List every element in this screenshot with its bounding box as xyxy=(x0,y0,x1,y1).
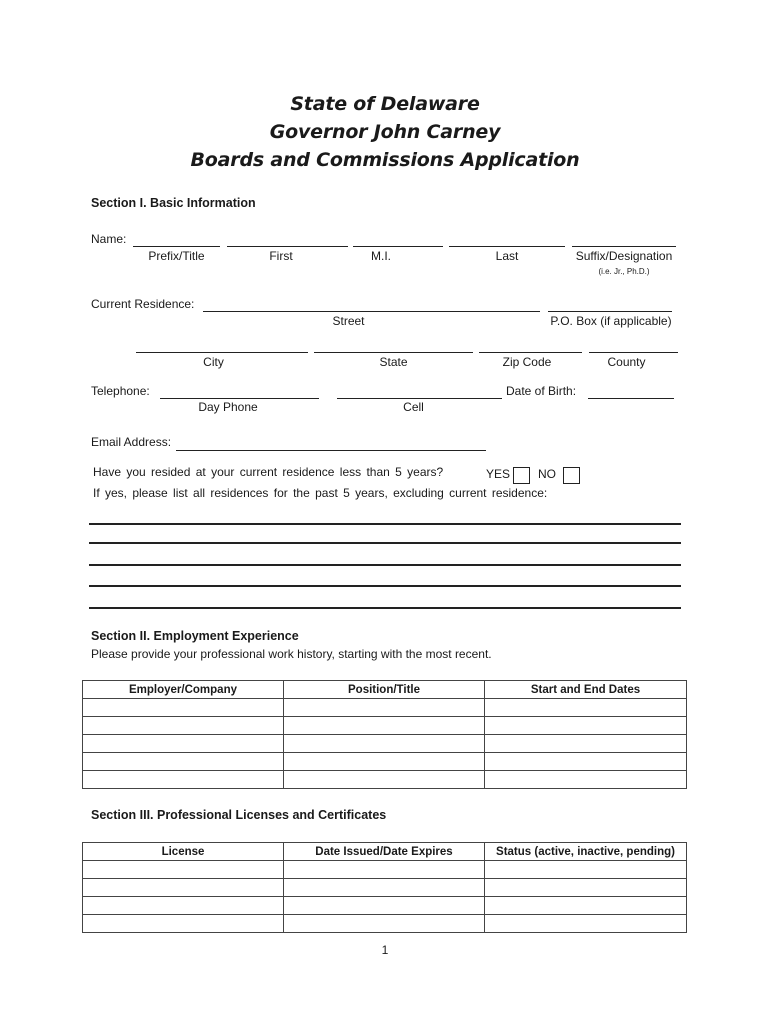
day-phone-field[interactable] xyxy=(160,398,319,399)
no-checkbox[interactable] xyxy=(563,467,580,484)
suffix-caption: Suffix/Designation xyxy=(575,249,673,263)
table-cell[interactable] xyxy=(485,897,687,915)
cell-phone-field[interactable] xyxy=(337,398,502,399)
table-cell[interactable] xyxy=(485,699,687,717)
zip-caption: Zip Code xyxy=(502,355,552,369)
day-phone-caption: Day Phone xyxy=(198,400,258,414)
street-caption: Street xyxy=(332,314,365,328)
column-header: Date Issued/Date Expires xyxy=(284,843,485,861)
section1-heading: Section I. Basic Information xyxy=(91,196,256,210)
city-caption: City xyxy=(203,355,224,369)
street-field[interactable] xyxy=(203,311,540,312)
table-row xyxy=(83,753,687,771)
cell-caption: Cell xyxy=(403,400,424,414)
licenses-table xyxy=(82,842,687,933)
pobox-field[interactable] xyxy=(548,311,672,312)
zip-field[interactable] xyxy=(479,352,582,353)
residence-line[interactable] xyxy=(89,607,681,609)
table-header-row xyxy=(83,681,687,699)
table-cell[interactable] xyxy=(83,879,284,897)
residence-line[interactable] xyxy=(89,523,681,525)
no-label: NO xyxy=(538,467,556,481)
table-cell[interactable] xyxy=(284,735,485,753)
title-application: Boards and Commissions Application xyxy=(190,149,580,171)
table-cell[interactable] xyxy=(83,717,284,735)
county-caption: County xyxy=(607,355,646,369)
name-label: Name: xyxy=(91,232,127,246)
resided-question: Have you resided at your current residence less than 5 years? xyxy=(93,465,444,479)
table-header-row xyxy=(83,843,687,861)
email-field[interactable] xyxy=(176,450,486,451)
prefix-field[interactable] xyxy=(133,246,220,247)
residence-line[interactable] xyxy=(89,585,681,587)
table-cell[interactable] xyxy=(83,753,284,771)
table-row xyxy=(83,897,687,915)
section3-heading: Section III. Professional Licenses and Certificates xyxy=(91,808,387,822)
table-cell[interactable] xyxy=(485,915,687,933)
residences-prompt: If yes, please list all residences for the past 5 years, excluding current residence: xyxy=(93,486,548,500)
title-state: State of Delaware xyxy=(290,93,480,115)
table-cell[interactable] xyxy=(485,861,687,879)
title-governor: Governor John Carney xyxy=(269,121,501,143)
table-row xyxy=(83,861,687,879)
table-cell[interactable] xyxy=(83,897,284,915)
email-label: Email Address: xyxy=(91,435,172,449)
yes-label: YES xyxy=(486,467,511,481)
employment-table xyxy=(82,680,687,789)
table-cell[interactable] xyxy=(485,717,687,735)
middle-initial-field[interactable] xyxy=(353,246,443,247)
section2-heading: Section II. Employment Experience xyxy=(91,629,299,643)
first-name-field[interactable] xyxy=(227,246,348,247)
state-caption: State xyxy=(379,355,408,369)
first-caption: First xyxy=(269,249,293,263)
table-cell[interactable] xyxy=(284,879,485,897)
table-cell[interactable] xyxy=(485,753,687,771)
table-cell[interactable] xyxy=(83,861,284,879)
table-row xyxy=(83,699,687,717)
page-number: 1 xyxy=(381,943,389,957)
table-cell[interactable] xyxy=(485,771,687,789)
county-field[interactable] xyxy=(589,352,678,353)
residence-label: Current Residence: xyxy=(91,297,195,311)
table-cell[interactable] xyxy=(284,753,485,771)
table-cell[interactable] xyxy=(83,771,284,789)
table-cell[interactable] xyxy=(284,771,485,789)
table-cell[interactable] xyxy=(485,879,687,897)
table-row xyxy=(83,735,687,753)
column-header: Status (active, inactive, pending) xyxy=(485,843,687,861)
column-header: Employer/Company xyxy=(83,681,284,699)
table-cell[interactable] xyxy=(485,735,687,753)
column-header: License xyxy=(83,843,284,861)
table-cell[interactable] xyxy=(83,699,284,717)
dob-field[interactable] xyxy=(588,398,674,399)
last-name-field[interactable] xyxy=(449,246,565,247)
pobox-caption: P.O. Box (if applicable) xyxy=(550,314,672,328)
prefix-caption: Prefix/Title xyxy=(148,249,205,263)
table-row xyxy=(83,717,687,735)
suffix-field[interactable] xyxy=(572,246,676,247)
table-cell[interactable] xyxy=(284,699,485,717)
residence-line[interactable] xyxy=(89,542,681,544)
mi-caption: M.I. xyxy=(371,249,391,263)
section2-subtext: Please provide your professional work history, starting with the most recent. xyxy=(91,647,492,661)
table-cell[interactable] xyxy=(284,717,485,735)
table-cell[interactable] xyxy=(284,915,485,933)
table-row xyxy=(83,879,687,897)
state-field[interactable] xyxy=(314,352,473,353)
table-cell[interactable] xyxy=(83,915,284,933)
yes-checkbox[interactable] xyxy=(513,467,530,484)
suffix-note: (i.e. Jr., Ph.D.) xyxy=(598,267,650,276)
table-cell[interactable] xyxy=(284,897,485,915)
table-cell[interactable] xyxy=(83,735,284,753)
last-caption: Last xyxy=(495,249,519,263)
table-cell[interactable] xyxy=(284,861,485,879)
dob-label: Date of Birth: xyxy=(506,384,577,398)
table-row xyxy=(83,771,687,789)
column-header: Start and End Dates xyxy=(485,681,687,699)
city-field[interactable] xyxy=(136,352,308,353)
telephone-label: Telephone: xyxy=(91,384,150,398)
column-header: Position/Title xyxy=(284,681,485,699)
residence-line[interactable] xyxy=(89,564,681,566)
table-row xyxy=(83,915,687,933)
